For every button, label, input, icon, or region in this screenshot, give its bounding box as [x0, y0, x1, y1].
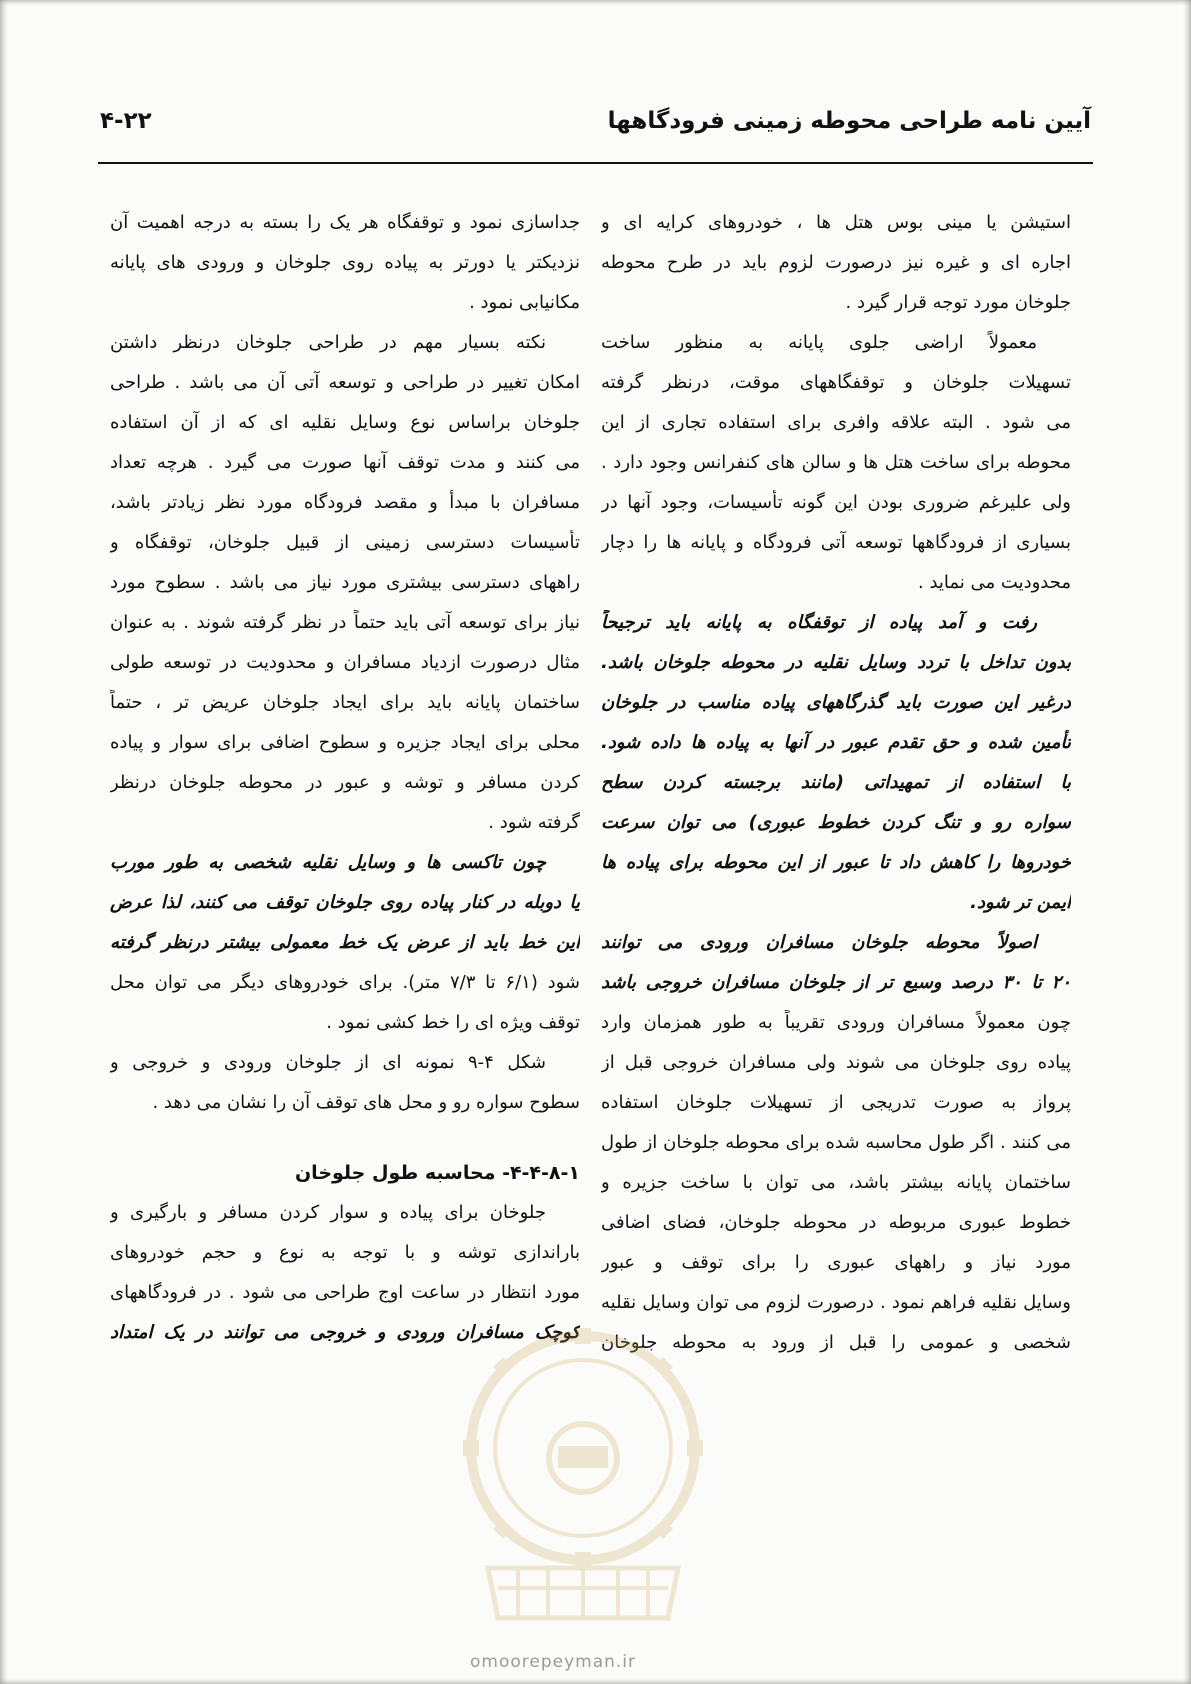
text-line: کردن مسافر و توشه و عبور در محوطه جلوخان درنظر — [110, 772, 580, 793]
text-line: می کنند . اگر طول محاسبه شده برای محوطه جلوخان از طول — [601, 1132, 1071, 1153]
emphasis-line: خودروها را کاهش داد تا عبور از این محوطه برای پیاده ها — [601, 852, 1071, 873]
text-line: شود (۶/۱ تا ۷/۳ متر). برای خودروهای دیگر می توان محل — [110, 972, 580, 993]
text-line: اجاره ای و غیره نیز درصورت لزوم باید در طرح محوطه — [601, 252, 1071, 273]
text-line: ولی علیرغم ضروری بودن این گونه تأسیسات، وجود آنها در — [601, 492, 1071, 513]
emphasis-line: ۲۰ تا ۳۰ درصد وسیع تر از جلوخان مسافران خروجی باشد — [601, 972, 1071, 993]
text-line: جداسازی نمود و توقفگاه هر یک را بسته به درجه اهمیت آن — [110, 212, 580, 233]
emphasis-line: کوچک مسافران ورودی و خروجی می توانند در یک امتداد — [110, 1322, 580, 1343]
text-line: می کنند و مدت توقف آنها صورت می گیرد . هرچه تعداد — [110, 452, 580, 473]
text-line: جلوخان برای پیاده و سوار کردن مسافر و بارگیری و — [110, 1202, 546, 1223]
text-line: مکانیابی نمود . — [469, 292, 580, 313]
emphasis-line: یا دوبله در کنار پیاده روی جلوخان توقف می کنند، لذا عرض — [110, 892, 580, 913]
text-line: محوطه برای ساخت هتل ها و سالن های کنفرانس وجود دارد . — [601, 452, 1071, 473]
text-line: محدودیت می نماید . — [918, 572, 1071, 593]
text-line: معمولاً اراضی جلوی پایانه به منظور ساخت — [601, 332, 1037, 353]
text-line: استیشن یا مینی بوس هتل ها ، خودروهای کرایه ای و — [601, 212, 1071, 233]
emphasis-line: سواره رو و تنگ کردن خطوط عبوری) می توان سرعت — [601, 812, 1071, 833]
text-line: پیاده روی جلوخان می شوند ولی مسافران خروجی قبل از — [601, 1052, 1071, 1073]
text-line: راههای دسترسی بیشتری مورد نیاز می باشد . سطوح مورد — [110, 572, 580, 593]
text-line: نزدیکتر یا دورتر به پیاده روی جلوخان و ورودی های پایانه — [110, 252, 580, 273]
text-line: تسهیلات جلوخان و توقفگاههای موقت، درنظر گرفته — [601, 372, 1071, 393]
text-line: محلی برای ایجاد جزیره و سطوح اضافی برای سوار و پیاده — [110, 732, 580, 753]
emphasis-line: اصولاً محوطه جلوخان مسافران ورودی می توانند — [601, 932, 1037, 953]
section-heading: ۴-۴-۸-۱- محاسبه طول جلوخان — [294, 1162, 580, 1184]
emphasis-line: بدون تداخل با تردد وسایل نقلیه در محوطه جلوخان باشد. — [601, 652, 1071, 673]
text-line: ساختمان پایانه باید برای ایجاد جلوخان عریض تر ، حتماً — [110, 692, 580, 713]
text-line: توقف ویژه ای را خط کشی نمود . — [326, 1012, 580, 1033]
text-line: مورد نیاز و راههای عبوری را برای توقف و عبور — [601, 1252, 1071, 1273]
text-line: نکته بسیار مهم در طراحی جلوخان درنظر داشتن — [110, 332, 546, 353]
emphasis-line: ایمن تر شود. — [970, 892, 1071, 913]
text-line: بسیاری از فرودگاهها توسعه آتی فرودگاه و پایانه ها را دچار — [601, 532, 1071, 553]
text-line: مثال درصورت ازدیاد مسافران و محدودیت در توسعه طولی — [110, 652, 580, 673]
text-line: جلوخان مورد توجه قرار گیرد . — [845, 292, 1071, 313]
text-line: وسایل نقلیه فراهم نمود . درصورت لزوم می توان وسایل نقلیه — [601, 1292, 1071, 1313]
text-line: باراندازی توشه و با توجه به نوع و حجم خودروهای — [110, 1242, 580, 1263]
text-line: ساختمان پایانه بیشتر باشد، می توان با ساخت جزیره و — [601, 1172, 1071, 1193]
emphasis-line: چون تاکسی ها و وسایل نقلیه شخصی به طور مورب — [110, 852, 546, 873]
text-line: می شود . البته علاقه وافری برای استفاده تجاری از این — [601, 412, 1071, 433]
emphasis-line: با استفاده از تمهیداتی (مانند برجسته کردن سطح — [601, 772, 1071, 793]
text-line: امکان تغییر در طراحی و توسعه آتی آن می باشد . طراحی — [110, 372, 580, 393]
text-line: سطوح سواره رو و محل های توقف آن را نشان می دهد . — [152, 1092, 580, 1113]
text-line: مورد انتظار در ساعت اوج طراحی می شود . در فرودگاههای — [110, 1282, 580, 1303]
emphasis-line: درغیر این صورت باید گذرگاههای پیاده مناسب در جلوخان — [601, 692, 1071, 713]
emphasis-line: این خط باید از عرض یک خط معمولی بیشتر درنظر گرفته — [110, 932, 580, 953]
text-line: پرواز به صورت تدریجی از تسهیلات جلوخان استفاده — [601, 1092, 1071, 1113]
page-header — [100, 108, 1091, 156]
page-number: ۴-۲۲ — [100, 108, 152, 134]
text-line: شکل ۴-۹ نمونه ای از جلوخان ورودی و خروجی و — [110, 1052, 546, 1073]
emphasis-line: رفت و آمد پیاده از توقفگاه به پایانه باید ترجیحاً — [601, 612, 1037, 633]
document-title: آیین نامه طراحی محوطه زمینی فرودگاهها — [607, 108, 1091, 134]
text-line: مسافران با مبدأ و مقصد فرودگاه مورد نظر زیادتر باشد، — [110, 492, 580, 513]
text-line: نیاز برای توسعه آتی باید حتماً در نظر گرفته شوند . به عنوان — [110, 612, 580, 633]
text-line: خطوط عبوری مربوطه در محوطه جلوخان، فضای اضافی — [601, 1212, 1071, 1233]
right-column — [601, 210, 1071, 1370]
footer-website: omoorepeyman.ir — [470, 1652, 637, 1672]
text-line: جلوخان براساس نوع وسایل نقلیه ای که از آن استفاده — [110, 412, 580, 433]
text-line: تأسیسات دسترسی زمینی از قبیل جلوخان، توقفگاه و — [110, 532, 580, 553]
text-line: گرفته شود . — [488, 812, 580, 833]
header-divider — [98, 162, 1093, 164]
left-column — [110, 210, 580, 1360]
emphasis-line: تأمین شده و حق تقدم عبور در آنها به پیاده ها داده شود. — [601, 732, 1071, 753]
text-line: چون معمولاً مسافران ورودی تقریباً به طور همزمان وارد — [601, 1012, 1071, 1033]
text-line: شخصی و عمومی را قبل از ورود به محوطه جلوخان — [601, 1332, 1071, 1353]
